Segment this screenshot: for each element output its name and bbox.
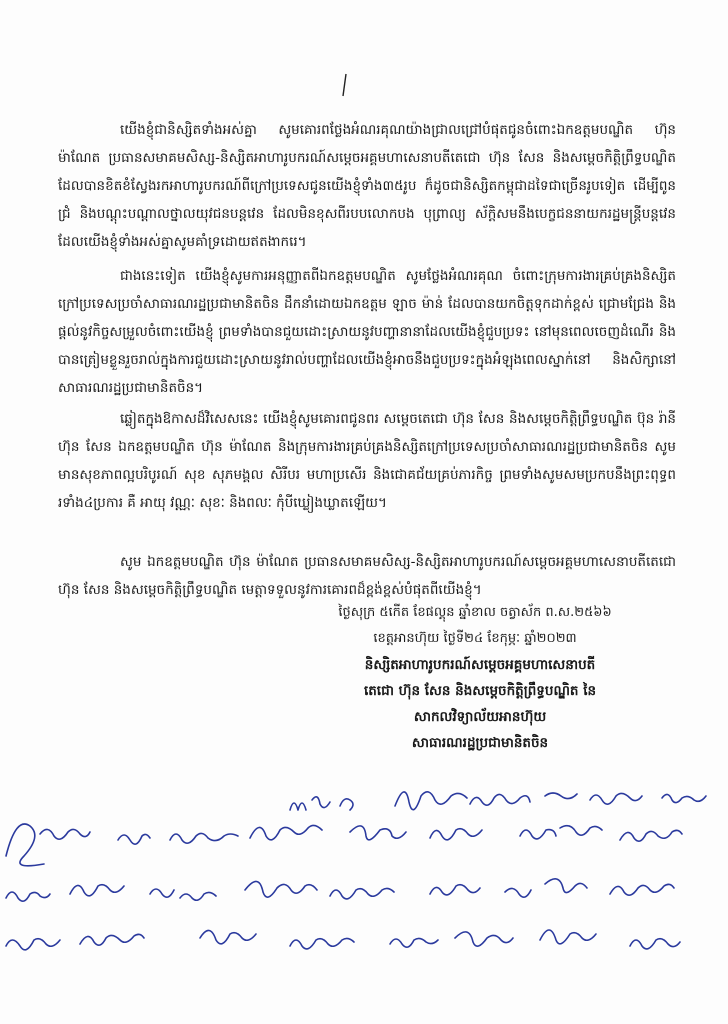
signatory-org-line-2: តេជោ ហ៊ុន សែន និងសម្ដេចកិត្តិព្រឹទ្ធបណ្ឌិត នៃ	[363, 683, 597, 699]
letter-paragraph-2: ជាងនេះទៀត យើងខ្ញុំសូមការអនុញ្ញាតពីឯកឧត្តមបណ្ឌិត សូមថ្លែងអំណរគុណ ចំពោះក្រុមការងារគ្រប់គ្រងនិស្សិតក្រៅប្រទេសប្រចាំសាធារណរដ្ឋប្រជាមានិតចិន ដឹកនាំដោយឯកឧត្តម ឡាច ម៉ាន់ ដែលបានយកចិត្តទុកដាក់ខ្ពស់ ជ្រោមជ្រែង និងផ្ដល់នូវកិច្ចសម្រួលចំពោះយើងខ្ញុំ ព្រមទាំងបានជួយដោះស្រាយនូវបញ្ហានានាដែលយើងខ្ញុំជួបប្រទះ នៅមុនពេលចេញដំណើរ និងបានត្រៀមខ្លួនរួចរាល់ក្នុងការជួយដោះស្រាយនូវរាល់បញ្ហាដែលយើងខ្ញុំអាចនឹងជួបប្រទះក្នុងអំឡុងពេលស្នាក់នៅ និងសិក្សានៅសាធារណរដ្ឋប្រជាមានិតចិន។	[58, 268, 676, 396]
signatory-org-line-4: សាធារណរដ្ឋប្រជាមានិតចិន	[411, 735, 549, 751]
handwritten-signatures	[0, 770, 728, 1024]
date-solar: ខេត្តអានហ៊ុយ ថ្ងៃទី២៤ ខែកុម្ភៈ ឆ្នាំ២០២៣	[373, 631, 577, 646]
letter-paragraph-4: សូម ឯកឧត្តមបណ្ឌិត ហ៊ុន ម៉ាណែត ប្រធានសមាគមសិស្ស-និស្សិតអាហារូបករណ៍សម្ដេចអគ្គមហាសេនាបតីតេជោ ហ៊ុន សែន និងសម្ដេចកិត្តិព្រឹទ្ធបណ្ឌិត មេត្តាទទួលនូវការគោរពដ៏ខ្ពង់ខ្ពស់បំផុតពីយើងខ្ញុំ។	[58, 554, 676, 598]
date-lunar: ថ្ងៃសុក្រ ៥កើត ខែផល្គុន ឆ្នាំខាល ចត្វាស័ក ព.ស.២៥៦៦	[338, 605, 612, 620]
letter-paragraph-3: ឆ្លៀតក្នុងឱកាសដ៏វិសេសនេះ យើងខ្ញុំសូមគោរពជូនពរ សម្ដេចតេជោ ហ៊ុន សែន និងសម្ដេចកិត្តិព្រឹទ្ធបណ្ឌិត ប៊ុន រ៉ានី ហ៊ុន សែន ឯកឧត្តមបណ្ឌិត ហ៊ុន ម៉ាណែត និងក្រុមការងារគ្រប់គ្រងនិស្សិតក្រៅប្រទេសប្រចាំសាធារណរដ្ឋប្រជាមានិតចិន សូមមានសុខភាពល្អបរិបូរណ៍ សុខ សុភមង្គល សិរីបរ មហាប្រសើរ និងជោគជ័យគ្រប់ភារកិច្ច ព្រមទាំងសូមសមប្រកបនឹងព្រះពុទ្ធពរទាំង៤ប្រការ គឺ អាយុ វណ្ណៈ សុខៈ និងពលៈ កុំបីឃ្លៀងឃ្លាតឡើយ។	[58, 411, 676, 511]
signatory-org-line-3: សាកលវិទ្យាល័យអានហ៊ុយ	[413, 709, 547, 725]
signatory-org-line-1: និស្សិតអាហារូបករណ៍សម្ដេចអគ្គមហាសេនាបតី	[364, 657, 596, 673]
letter-paragraph-1: យើងខ្ញុំជានិស្សិតទាំងអស់គ្នា សូមគោរពថ្លែងអំណរគុណយ៉ាងជ្រាលជ្រៅបំផុតជូនចំពោះឯកឧត្តមបណ្ឌិត ហ៊ុន ម៉ាណែត ប្រធានសមាគមសិស្ស-និស្សិតអាហារូបករណ៍សម្ដេចអគ្គមហាសេនាបតីតេជោ ហ៊ុន សែន និងសម្ដេចកិត្តិព្រឹទ្ធបណ្ឌិត ដែលបានខិតខំស្វែងរកអាហារូបករណ៍ពីក្រៅប្រទេសជូនយើងខ្ញុំទាំង៣៥រូប ក៏ដូចជានិស្សិតកម្ពុជាដទៃជាច្រើនរូបទៀត ដើម្បីពូនជ្រំ និងបណ្ដុះបណ្ដាលថ្នាលយុវជនបន្តវេន ដែលមិនខុសពីរបបលោកបង បុព្រាល្យ ស័ក្តិសមនឹងបេក្ខជននាយករដ្ឋមន្ត្រីបន្តវេន ដែលយើងខ្ញុំទាំងអស់គ្នាសូមគាំទ្រដោយឥតងាករេ។	[58, 122, 676, 250]
pen-stroke-mark	[337, 72, 351, 98]
